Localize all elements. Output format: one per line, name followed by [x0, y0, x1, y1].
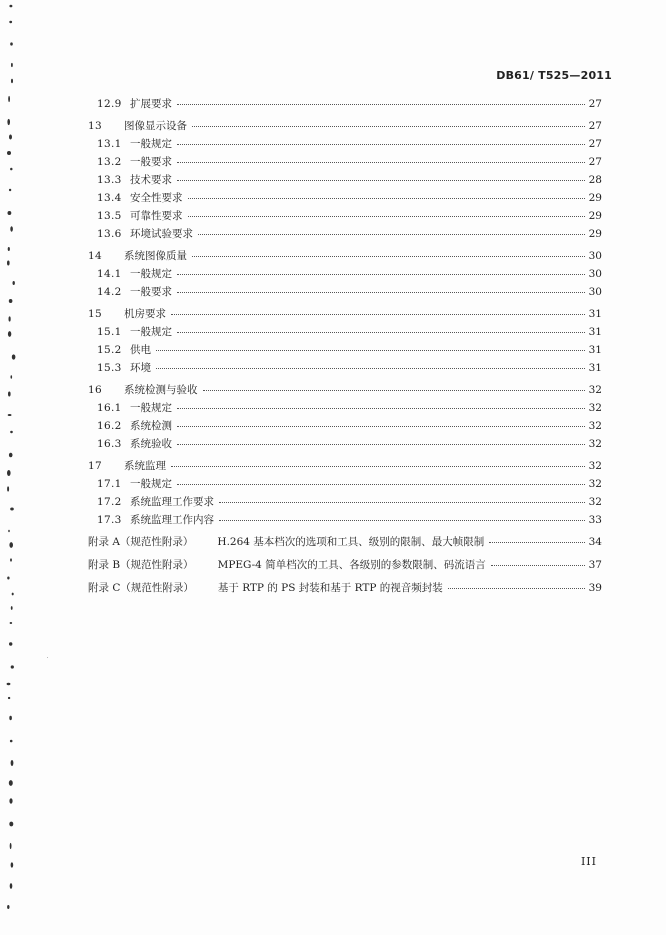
- dot-leader: [203, 389, 586, 391]
- toc-number: 13.3: [97, 174, 122, 186]
- toc-title: 供电: [130, 344, 151, 356]
- toc-title: 一般规定: [130, 402, 172, 414]
- dot-leader: [177, 179, 585, 181]
- toc-title: 一般要求: [130, 156, 172, 168]
- toc-number: 16: [88, 384, 102, 396]
- binding-speck: [9, 542, 13, 548]
- toc-appendix-row: [88, 554, 602, 577]
- appendix-title: H.264 基本档次的选项和工具、级别的限制、最大帧限制: [217, 536, 485, 548]
- toc-page-number: 30: [588, 268, 602, 280]
- binding-speck: [10, 843, 12, 849]
- appendix-label: 附录 A（规范性附录）: [88, 536, 194, 548]
- toc-page-number: 31: [588, 344, 602, 356]
- toc-title: 一般规定: [130, 326, 172, 338]
- binding-edge-marks: [0, 0, 18, 935]
- toc-title: 机房要求: [124, 308, 166, 320]
- toc-page-number: 27: [588, 98, 602, 110]
- binding-speck: [8, 331, 11, 337]
- dot-leader: [188, 197, 586, 199]
- dot-leader: [177, 291, 585, 293]
- toc-page-number: 32: [588, 460, 602, 472]
- dot-leader: [171, 465, 585, 467]
- binding-speck: [10, 558, 12, 561]
- dot-leader: [192, 255, 585, 257]
- toc-number: 12.9: [97, 98, 122, 110]
- binding-speck: [9, 798, 12, 803]
- toc-section-row: [88, 435, 602, 453]
- toc-number: 13: [88, 120, 102, 132]
- toc-number: 17.2: [97, 496, 122, 508]
- page-folio: III: [580, 855, 597, 868]
- dot-leader: [177, 161, 585, 163]
- binding-speck: [8, 392, 11, 397]
- toc-number: 13.5: [97, 210, 122, 222]
- toc-section-row: [88, 417, 602, 435]
- toc-title: 安全性要求: [130, 192, 183, 204]
- binding-speck: [9, 316, 11, 321]
- toc-page-number: 33: [588, 514, 602, 526]
- toc-number: 17.1: [97, 478, 122, 490]
- binding-speck: [11, 665, 14, 668]
- toc-title: 一般规定: [130, 478, 172, 490]
- dot-leader: [177, 331, 585, 333]
- binding-speck: [8, 697, 10, 699]
- binding-speck: [11, 79, 13, 83]
- toc-page-number: 39: [588, 582, 602, 594]
- scan-speck: [47, 657, 48, 658]
- toc-title: 技术要求: [130, 174, 172, 186]
- toc-page-number: 30: [588, 286, 602, 298]
- toc-section-row: [88, 225, 602, 243]
- binding-speck: [11, 862, 14, 867]
- binding-speck: [9, 135, 12, 140]
- binding-speck: [11, 375, 13, 378]
- toc-number: 17.3: [97, 514, 122, 526]
- binding-speck: [10, 740, 13, 743]
- toc-number: 14.1: [97, 268, 122, 280]
- binding-speck: [9, 299, 13, 303]
- toc-section-row: [88, 359, 602, 377]
- toc-title: 系统验收: [130, 438, 172, 450]
- binding-speck: [12, 354, 16, 359]
- binding-speck: [7, 577, 9, 580]
- binding-speck: [13, 281, 15, 285]
- toc-page-number: 27: [588, 156, 602, 168]
- toc-section-row: [88, 341, 602, 359]
- binding-speck: [7, 470, 11, 476]
- toc-page-number: 31: [588, 362, 602, 374]
- toc-chapter-row: [88, 457, 602, 475]
- toc-appendix-row: [88, 531, 602, 554]
- binding-speck: [9, 780, 13, 786]
- toc-section-row: [88, 189, 602, 207]
- toc-number: 16.2: [97, 420, 122, 432]
- toc-number: 14: [88, 250, 102, 262]
- toc-page-number: 37: [588, 559, 602, 571]
- binding-speck: [10, 168, 12, 171]
- toc-page-number: 32: [588, 478, 602, 490]
- toc-page-number: 31: [588, 308, 602, 320]
- toc-title: 系统检测: [130, 420, 172, 432]
- toc-number: 13.1: [97, 138, 122, 150]
- toc-page-number: 32: [588, 384, 602, 396]
- toc-title: 环境试验要求: [130, 228, 193, 240]
- toc-section-row: [88, 135, 602, 153]
- dot-leader: [177, 273, 585, 275]
- toc-appendix-row: [88, 577, 602, 600]
- dot-leader: [489, 541, 585, 543]
- toc-number: 13.6: [97, 228, 122, 240]
- toc-title: 环境: [130, 362, 151, 374]
- binding-speck: [10, 508, 14, 511]
- toc-title: 一般规定: [130, 268, 172, 280]
- toc-title: 一般要求: [130, 286, 172, 298]
- dot-leader: [188, 215, 586, 217]
- toc-chapter-row: [88, 117, 602, 135]
- appendix-title: MPEG-4 简单档次的工具、各级别的参数限制、码流语言: [217, 559, 486, 571]
- toc-title: 图像显示设备: [124, 120, 187, 132]
- binding-speck: [11, 606, 13, 610]
- toc-chapter-row: [88, 305, 602, 323]
- toc-chapter-row: [88, 247, 602, 265]
- dot-leader: [177, 143, 585, 145]
- toc-chapter-row: [88, 381, 602, 399]
- toc-number: 13.2: [97, 156, 122, 168]
- dot-leader: [219, 501, 585, 503]
- toc-page-number: 27: [588, 138, 602, 150]
- toc-page-number: 27: [588, 120, 602, 132]
- binding-speck: [7, 486, 9, 491]
- binding-speck: [8, 530, 10, 532]
- toc-number: 15: [88, 308, 102, 320]
- toc-page-number: 31: [588, 326, 602, 338]
- toc-title: 系统监理工作内容: [130, 514, 214, 526]
- binding-speck: [7, 683, 11, 685]
- document-code: DB61/ T525—2011: [496, 69, 612, 82]
- toc-title: 系统图像质量: [124, 250, 187, 262]
- toc-section-row: [88, 153, 602, 171]
- binding-speck: [9, 642, 12, 645]
- table-of-contents: [88, 95, 602, 600]
- toc-section-row: [88, 475, 602, 493]
- binding-speck: [7, 211, 11, 215]
- binding-speck: [10, 883, 13, 889]
- toc-page-number: 28: [588, 174, 602, 186]
- binding-speck: [8, 414, 12, 416]
- binding-speck: [9, 822, 13, 827]
- toc-page-number: 29: [588, 210, 602, 222]
- toc-number: 15.3: [97, 362, 122, 374]
- dot-leader: [156, 367, 585, 369]
- toc-title: 可靠性要求: [130, 210, 183, 222]
- toc-section-row: [88, 207, 602, 225]
- toc-page-number: 29: [588, 228, 602, 240]
- toc-number: 14.2: [97, 286, 122, 298]
- toc-number: 16.3: [97, 438, 122, 450]
- dot-leader: [219, 519, 585, 521]
- toc-page-number: 32: [588, 496, 602, 508]
- toc-page-number: 32: [588, 438, 602, 450]
- toc-section-row: [88, 493, 602, 511]
- toc-section-row: [88, 323, 602, 341]
- toc-number: 15.2: [97, 344, 122, 356]
- toc-number: 13.4: [97, 192, 122, 204]
- binding-speck: [8, 96, 10, 102]
- binding-speck: [10, 622, 13, 624]
- toc-page-number: 32: [588, 420, 602, 432]
- dot-leader: [177, 483, 585, 485]
- toc-title: 一般规定: [130, 138, 172, 150]
- toc-section-row: [88, 265, 602, 283]
- toc-number: 17: [88, 460, 102, 472]
- binding-speck: [9, 453, 13, 458]
- binding-speck: [9, 189, 11, 191]
- toc-number: 16.1: [97, 402, 122, 414]
- appendix-label: 附录 C（规范性附录）: [88, 582, 194, 594]
- appendix-label: 附录 B（规范性附录）: [88, 559, 194, 571]
- dot-leader: [198, 233, 585, 235]
- toc-title: 扩展要求: [130, 98, 172, 110]
- toc-page-number: 32: [588, 402, 602, 414]
- dot-leader: [177, 103, 585, 105]
- toc-section-row: [88, 171, 602, 189]
- binding-speck: [10, 431, 13, 433]
- binding-speck: [10, 226, 13, 231]
- binding-speck: [7, 261, 10, 266]
- toc-section-row: [88, 283, 602, 301]
- toc-number: 15.1: [97, 326, 122, 338]
- toc-page-number: 29: [588, 192, 602, 204]
- dot-leader: [448, 587, 585, 589]
- binding-speck: [7, 905, 9, 909]
- binding-speck: [7, 151, 11, 155]
- toc-title: 系统监理工作要求: [130, 496, 214, 508]
- binding-speck: [9, 21, 12, 23]
- appendix-title: 基于 RTP 的 PS 封装和基于 RTP 的视音频封装: [217, 582, 443, 594]
- binding-speck: [9, 716, 12, 720]
- dot-leader: [177, 443, 585, 445]
- toc-section-row: [88, 95, 602, 113]
- binding-speck: [7, 119, 10, 125]
- toc-section-row: [88, 511, 602, 529]
- dot-leader: [171, 313, 585, 315]
- binding-speck: [11, 63, 13, 67]
- binding-speck: [9, 5, 12, 8]
- binding-speck: [12, 593, 14, 596]
- toc-title: 系统监理: [124, 460, 166, 472]
- dot-leader: [491, 564, 585, 566]
- binding-speck: [11, 760, 14, 766]
- binding-speck: [10, 42, 13, 45]
- toc-section-row: [88, 399, 602, 417]
- binding-speck: [8, 247, 10, 251]
- dot-leader: [177, 407, 585, 409]
- dot-leader: [192, 125, 585, 127]
- toc-title: 系统检测与验收: [124, 384, 198, 396]
- toc-page-number: 30: [588, 250, 602, 262]
- dot-leader: [156, 349, 585, 351]
- toc-page-number: 34: [588, 536, 602, 548]
- dot-leader: [177, 425, 585, 427]
